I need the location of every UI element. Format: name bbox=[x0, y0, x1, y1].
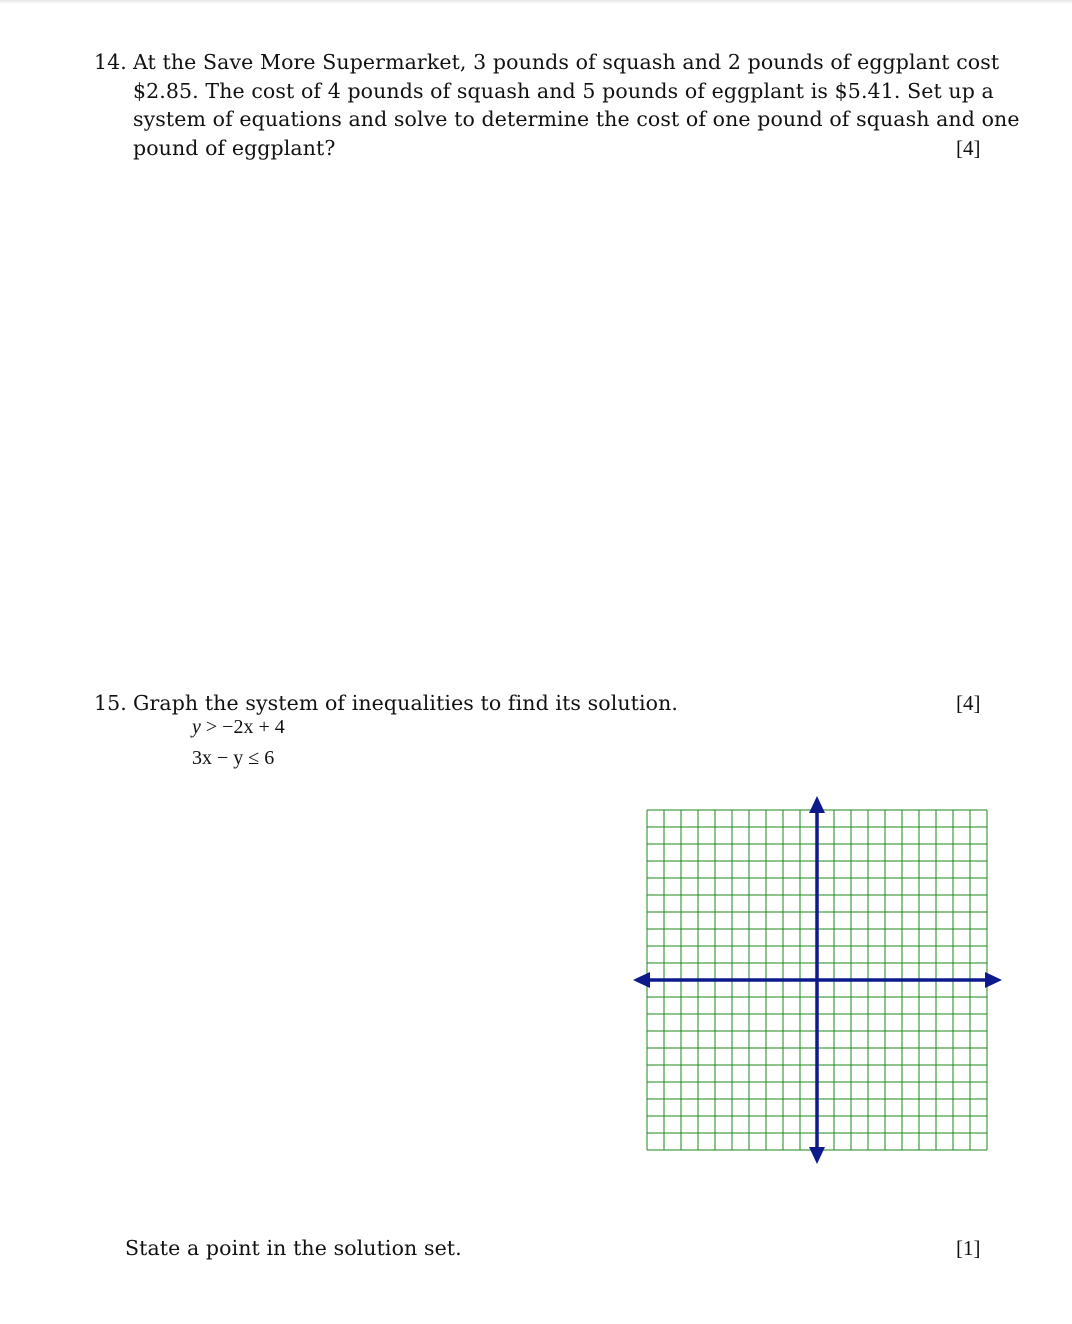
inequality-1-rhs: −2x + 4 bbox=[222, 716, 285, 738]
axes bbox=[633, 796, 1002, 1164]
coordinate-grid[interactable] bbox=[630, 795, 1005, 1170]
q14-line-4: pound of eggplant? bbox=[133, 135, 336, 160]
inequality-2-relation: ≤ bbox=[248, 747, 260, 769]
q14-marks: [4] bbox=[956, 136, 981, 160]
inequality-1-relation: > bbox=[205, 716, 218, 738]
q14-line-1: At the Save More Supermarket, 3 pounds of squash and 2 pounds of eggplant cost bbox=[133, 50, 1000, 74]
page-top-edge bbox=[0, 0, 1072, 4]
q15-marks: [4] bbox=[956, 691, 981, 715]
x-axis-left-arrow bbox=[633, 972, 650, 988]
q14-line-3: system of equations and solve to determine the cost of one pound of squash and one bbox=[133, 107, 1020, 132]
q14-line-2: $2.85. The cost of 4 pounds of squash and 5 pounds of eggplant is $5.41. Set up a bbox=[133, 78, 994, 103]
inequality-2-rhs: 6 bbox=[264, 747, 275, 769]
y-axis-up-arrow bbox=[809, 796, 825, 813]
q14-number: 14. bbox=[94, 50, 127, 74]
x-axis-right-arrow bbox=[985, 972, 1002, 988]
inequality-1 bbox=[192, 716, 285, 739]
y-axis-down-arrow bbox=[809, 1147, 825, 1164]
q15-number: 15. bbox=[94, 691, 127, 715]
inequality-2 bbox=[192, 747, 274, 770]
solution-point-prompt: State a point in the solution set. bbox=[125, 1236, 462, 1260]
inequality-2-lhs: 3x − y bbox=[192, 747, 244, 769]
q15-text: Graph the system of inequalities to find its solution. bbox=[133, 691, 679, 715]
inequality-1-lhs: y bbox=[192, 716, 201, 738]
solution-point-marks: [1] bbox=[956, 1236, 981, 1260]
